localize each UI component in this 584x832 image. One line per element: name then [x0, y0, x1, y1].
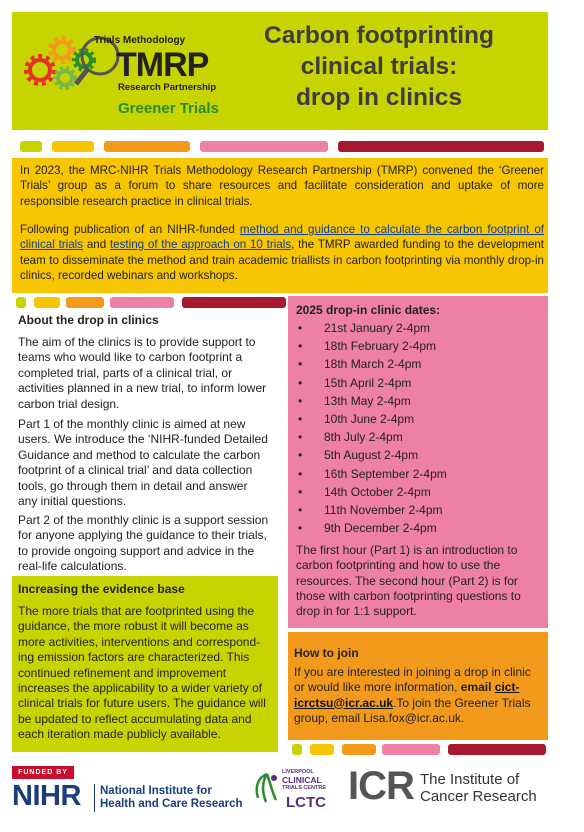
divider-bar-yellow-3 — [310, 744, 334, 755]
date-text: 8th July 2-4pm — [324, 430, 403, 445]
bullet-icon: • — [298, 357, 303, 372]
lctc-line1: LIVERPOOL — [282, 769, 314, 775]
join-text — [294, 665, 544, 726]
date-text: 10th June 2-4pm — [324, 412, 415, 426]
intro-text-c: , the TMRP awarded funding to the development team to disseminate the method and train academic triallists in carbon footprinting via monthly drop-in clinics, recorded webinars and workshops. — [20, 238, 544, 282]
divider-bar-yellow-2 — [34, 297, 60, 308]
icr-name — [420, 771, 537, 805]
date-item — [298, 321, 430, 335]
funded-by-label: FUNDED BY — [12, 766, 74, 779]
date-item — [298, 521, 437, 535]
date-text: 13th May 2-4pm — [324, 393, 411, 408]
icr-name-line1: The Institute of — [420, 771, 520, 788]
divider-bar-maroon — [338, 141, 544, 152]
dates-heading: 2025 drop-in clinic dates: — [296, 303, 441, 317]
date-text: 18th February 2-4pm — [324, 339, 437, 354]
divider-bar-pink — [200, 141, 328, 152]
date-item — [298, 376, 411, 390]
bullet-icon: • — [298, 466, 303, 481]
dates-paragraph: The first hour (Part 1) is an introduction to carbon footprinting and how to use the resources. The second hour (Part 2) is for those with carbon footprinting questions to drop in for 1:1 support. — [296, 543, 521, 619]
date-item — [298, 430, 403, 444]
date-item — [298, 357, 421, 371]
date-item — [298, 339, 436, 353]
lctc-name — [282, 769, 326, 791]
join-text-a: If you are interested in joining a drop in clinic or would like more information, — [294, 665, 531, 695]
date-item — [298, 412, 414, 426]
divider-bar-orange-2 — [66, 297, 104, 308]
join-email-label: email — [460, 680, 492, 695]
icr-name-line2: Cancer Research — [420, 788, 537, 805]
bullet-icon: • — [298, 484, 303, 499]
date-text: 14th October 2-4pm — [324, 484, 431, 499]
intro-text-b: and — [83, 238, 110, 252]
bullet-icon: • — [298, 321, 303, 335]
date-item — [298, 394, 411, 408]
nihr-divider — [94, 784, 95, 812]
logo-line2: Research Partnership — [118, 82, 217, 93]
divider-bar-orange-3 — [342, 744, 376, 755]
bullet-icon: • — [298, 339, 303, 354]
join-email-link[interactable]: cict-icrctsu@icr.ac.uk — [294, 680, 520, 710]
date-text: 5th August 2-4pm — [324, 448, 419, 463]
title-line-1: Carbon footprinting — [264, 22, 494, 49]
bullet-icon: • — [298, 430, 303, 445]
date-text: 18th March 2-4pm — [324, 357, 422, 372]
bullet-icon: • — [298, 412, 303, 426]
testing-link[interactable]: testing of the approach on 10 trials — [109, 238, 292, 252]
date-item — [298, 503, 443, 517]
lctc-abbr: LCTC — [286, 794, 326, 811]
greener-trials-label: Greener Trials — [118, 100, 219, 117]
logo-tmrp: TMRP — [116, 46, 209, 84]
lctc-line3: TRIALS CENTRE — [282, 784, 326, 791]
title-line-2: clinical trials: — [300, 53, 458, 80]
evidence-paragraph: The more trials that are footprinted using the guidance, the more robust it will become as more activities, interventions and correspond-ing emission factors are characterized. This continued refinement and improvement increases the applicability to a wider variety of clinical trials for future users. The guidance will be updated to reflect accumulating data and each iteration made publicly available. — [18, 604, 266, 742]
nihr-name-line2: Health and Care Research — [100, 798, 243, 810]
nihr-name-line1: National Institute for — [100, 785, 212, 797]
date-text: 15th April 2-4pm — [324, 375, 412, 390]
intro-paragraph-1: In 2023, the MRC-NIHR Trials Methodology Research Partnership (TMRP) convened the ‘Greener Trials’ group as a forum to share resources and facilitate consideration and uptake of more responsible research practice in clinical trials. — [20, 164, 544, 208]
intro-paragraph-2 — [20, 222, 544, 283]
title-line-3: drop in clinics — [295, 84, 463, 111]
bullet-icon: • — [298, 375, 303, 390]
logo-line1: Trials Methodology — [94, 35, 186, 46]
divider-bar-yellow — [52, 141, 94, 152]
date-text: 21st January 2-4pm — [324, 321, 431, 335]
nihr-name — [100, 785, 243, 811]
divider-bar-maroon-3 — [448, 744, 546, 755]
lctc-logo-icon — [252, 770, 282, 808]
about-paragraph-1: The aim of the clinics is to provide support to teams who would like to carbon footprint a completed trial, parts of a clinical trial, or activities planned in a new trial, to inform lower carbon trial design. — [18, 335, 267, 411]
about-paragraph-3: Part 2 of the monthly clinic is a support session for anyone applying the guidance to their trials, to provide ongoing support and advice in the real-life calculations. — [18, 513, 269, 574]
date-text: 9th December 2-4pm — [324, 521, 437, 536]
bullet-icon: • — [298, 503, 303, 517]
date-item — [298, 485, 431, 499]
date-text: 11th November 2-4pm — [324, 503, 443, 517]
intro-text-a: Following publication of an NIHR-funded — [20, 223, 240, 236]
bullet-icon: • — [298, 448, 303, 463]
divider-bar-pink-3 — [382, 744, 440, 755]
page-title — [220, 20, 538, 113]
nihr-logo: NIHR — [12, 780, 81, 812]
bullet-icon: • — [298, 393, 303, 408]
guidance-link[interactable]: method and guidance to calculate the carbon footprint of clinical trials — [20, 223, 544, 252]
date-item — [298, 467, 447, 481]
divider-bar-maroon-2 — [182, 297, 286, 308]
about-paragraph-2: Part 1 of the monthly clinic is aimed at new users. We introduce the ‘NIHR-funded Detailed Guidance and method to calculate the carbon footprint of a clinical trial’ and data collection tools, go through them in detail and answer any initial questions. — [18, 417, 268, 509]
date-item — [298, 448, 418, 462]
bullet-icon: • — [298, 521, 303, 536]
evidence-heading: Increasing the evidence base — [18, 582, 185, 596]
intro-panel — [12, 158, 548, 293]
join-heading: How to join — [294, 646, 359, 660]
divider-bar-lime — [20, 141, 42, 152]
date-text: 16th September 2-4pm — [324, 466, 447, 481]
divider-bar-lime-2 — [16, 297, 26, 308]
icr-logo: ICR — [348, 764, 414, 808]
about-heading: About the drop in clinics — [18, 313, 159, 327]
divider-bar-orange — [104, 141, 190, 152]
divider-bar-pink-2 — [110, 297, 174, 308]
join-text-b: .To join the Greener Trials group, email Lisa.fox@icr.ac.uk. — [294, 695, 531, 725]
divider-bar-lime-3 — [292, 744, 302, 755]
lctc-line2: CLINICAL — [282, 774, 322, 785]
